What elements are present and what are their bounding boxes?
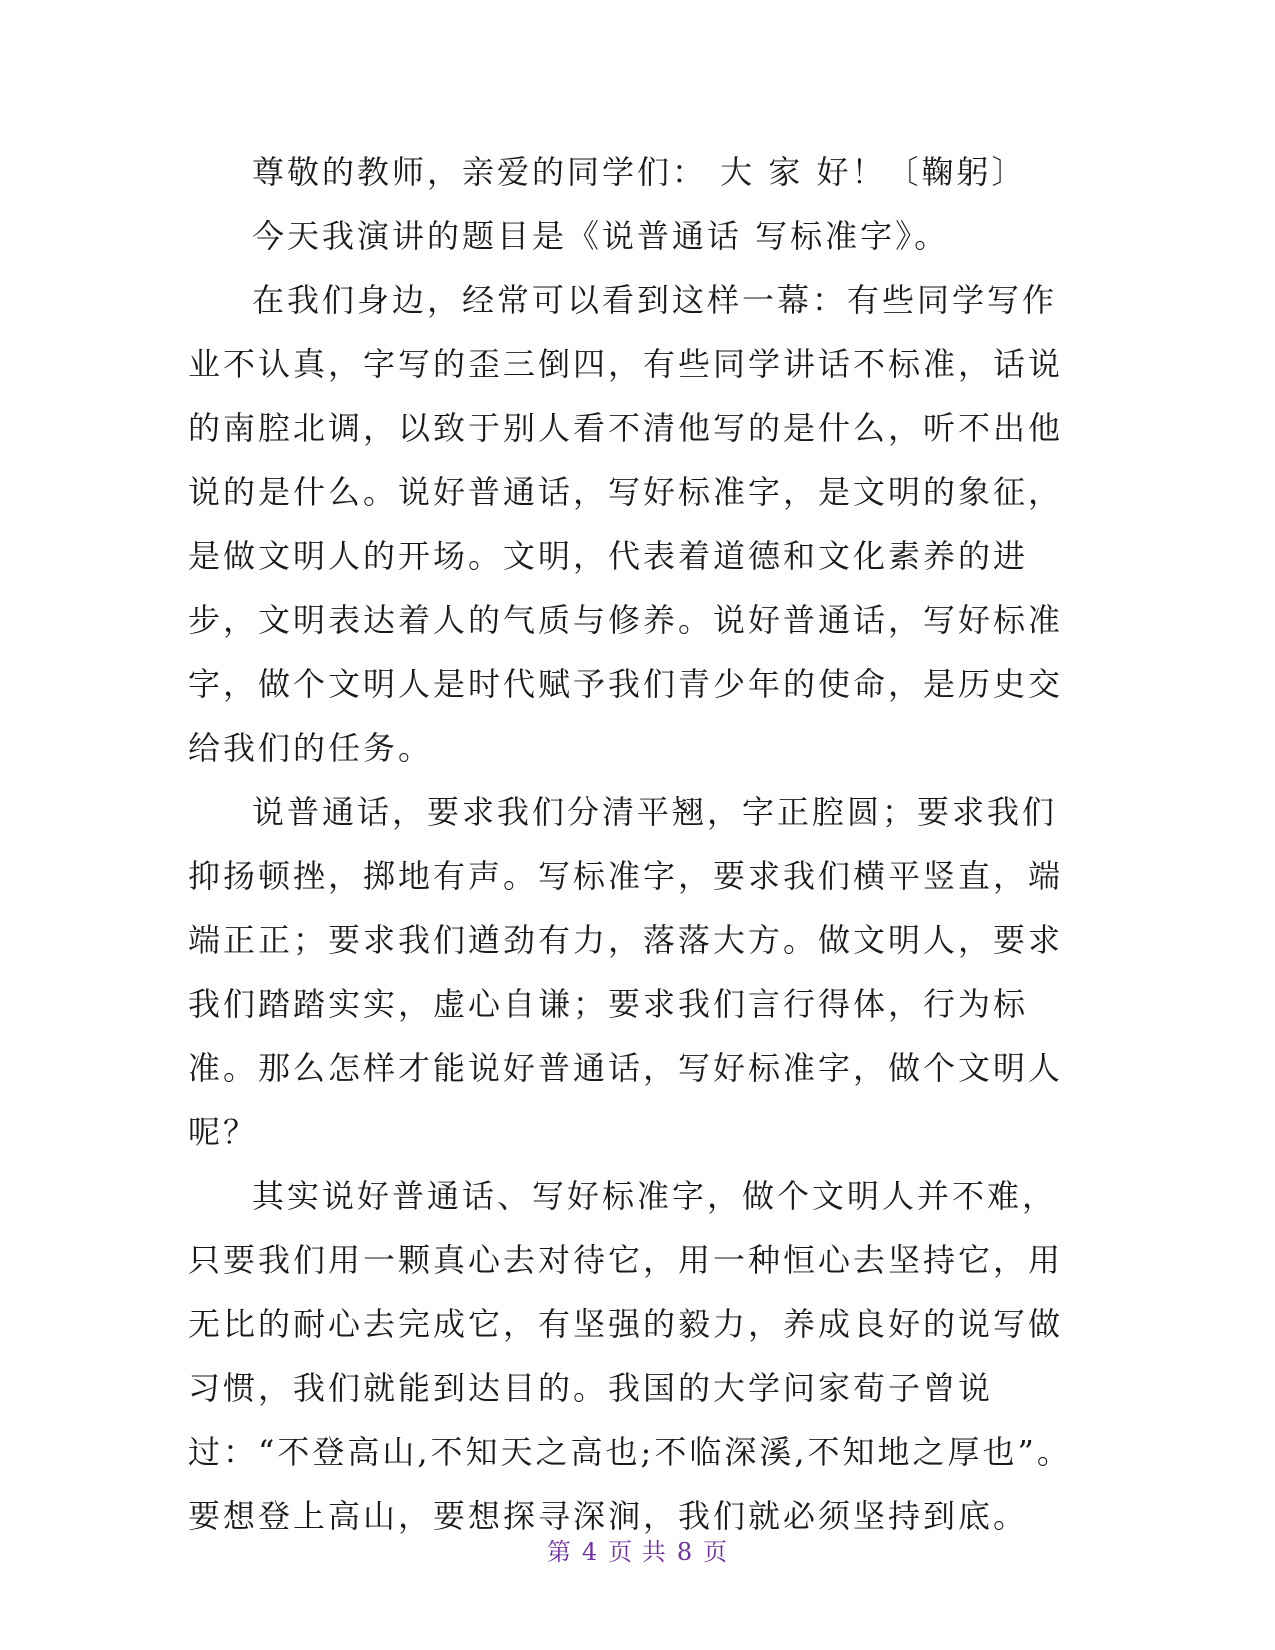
page-footer bbox=[0, 1532, 1275, 1567]
footer-total-pages: 8 bbox=[676, 1538, 694, 1566]
document-body bbox=[188, 140, 1088, 1548]
footer-page-number: 4 bbox=[581, 1538, 599, 1566]
paragraph-3: 其实说好普通话、写好标准字，做个文明人并不难，只要我们用一颗真心去对待它，用一种恒心去坚持它，用无比的耐心去完成它，有坚强的毅力，养成良好的说写做习惯，我们就能到达目的。我国的大学问家荀子曾说过：“不登高山,不知天之高也;不临深溪,不知地之厚也”。要想登上高山，要想探寻深涧，我们就必须坚持到底。 bbox=[188, 1177, 1072, 1535]
paragraph-topic: 今天我演讲的题目是《说普通话 写标准字》。 bbox=[252, 217, 950, 255]
footer-middle: 页 共 bbox=[608, 1538, 667, 1566]
footer-suffix: 页 bbox=[703, 1538, 729, 1566]
paragraph-2: 说普通话，要求我们分清平翘，字正腔圆；要求我们抑扬顿挫，掷地有声。写标准字，要求我们横平竖直，端端正正；要求我们遒劲有力，落落大方。做文明人，要求我们踏踏实实，虚心自谦；要求我们言行得体，行为标准。那么怎样才能说好普通话，写好标准字，做个文明人呢？ bbox=[188, 793, 1064, 1151]
paragraph-greeting: 尊敬的教师，亲爱的同学们： 大 家 好！〔鞠躬〕 bbox=[252, 153, 1027, 191]
footer-prefix: 第 bbox=[546, 1538, 572, 1566]
paragraph-1: 在我们身边，经常可以看到这样一幕：有些同学写作业不认真，字写的歪三倒四，有些同学讲话不标准，话说的南腔北调，以致于别人看不清他写的是什么，听不出他说的是什么。说好普通话，写好标准字，是文明的象征，是做文明人的开场。文明，代表着道德和文化素养的进步，文明表达着人的气质与修养。说好普通话，写好标准字，做个文明人是时代赋予我们青少年的使命，是历史交给我们的任务。 bbox=[188, 281, 1064, 767]
